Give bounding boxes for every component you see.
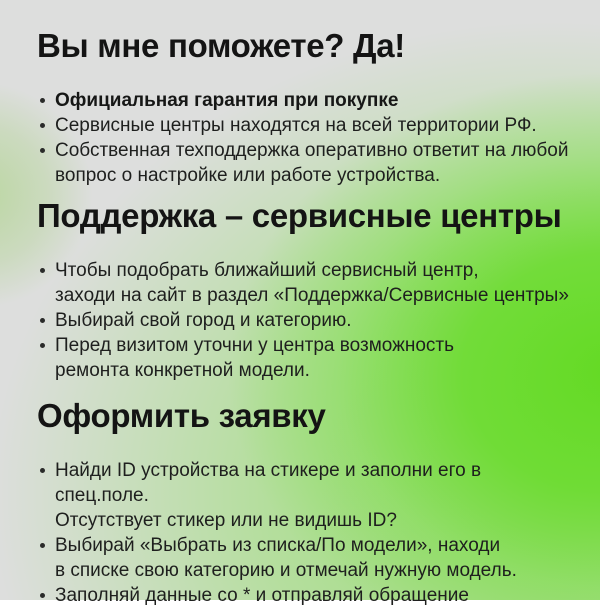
bullet-line: Собственная техподдержка оперативно ответит на любой bbox=[55, 140, 569, 161]
bullet-line: Выбирай свой город и категорию. bbox=[55, 310, 352, 331]
section-title-wrap bbox=[37, 196, 574, 236]
section-title-wrap bbox=[37, 396, 574, 436]
section-service-centers bbox=[37, 196, 574, 383]
bullet-list-help bbox=[37, 88, 574, 188]
section-title-submit-request: Оформить заявку bbox=[37, 397, 326, 434]
bullet-line: Выбирай «Выбрать из списка/По модели», находи bbox=[55, 535, 501, 556]
list-item bbox=[37, 113, 574, 138]
section-help bbox=[37, 26, 574, 188]
list-item bbox=[37, 138, 574, 188]
bullet-list-submit-request bbox=[37, 458, 574, 608]
bullet-line: заходи на сайт в раздел «Поддержка/Сервисные центры» bbox=[55, 285, 569, 306]
bullet-line: Официальная гарантия при покупке bbox=[55, 90, 399, 111]
bullet-line: Найди ID устройства на стикере и заполни его в спец.поле. bbox=[55, 460, 482, 506]
section-title-service-centers: Поддержка – сервисные центры bbox=[37, 197, 562, 234]
section-title-help: Вы мне поможете? Да! bbox=[37, 27, 405, 64]
list-item bbox=[37, 533, 574, 583]
bullet-line: вопрос о настройке или работе устройства. bbox=[55, 165, 441, 186]
bullet-line: Чтобы подобрать ближайший сервисный центр, bbox=[55, 260, 479, 281]
bullet-line: Заполняй данные со * и отправляй обращение bbox=[55, 585, 469, 606]
list-item bbox=[37, 583, 574, 608]
list-item bbox=[37, 458, 574, 533]
bullet-line: Перед визитом уточни у центра возможность bbox=[55, 335, 455, 356]
list-item bbox=[37, 258, 574, 308]
bullet-line: Сервисные центры находятся на всей территории РФ. bbox=[55, 115, 537, 136]
list-item bbox=[37, 308, 574, 333]
list-item bbox=[37, 333, 574, 383]
list-item bbox=[37, 88, 574, 113]
section-title-wrap bbox=[37, 26, 574, 66]
bullet-line: ремонта конкретной модели. bbox=[55, 360, 310, 381]
bullet-line: Отсутствует стикер или не видишь ID? bbox=[55, 510, 397, 531]
bullet-list-service-centers bbox=[37, 258, 574, 383]
section-submit-request bbox=[37, 396, 574, 608]
bullet-line: в списке свою категорию и отмечай нужную модель. bbox=[55, 560, 517, 581]
